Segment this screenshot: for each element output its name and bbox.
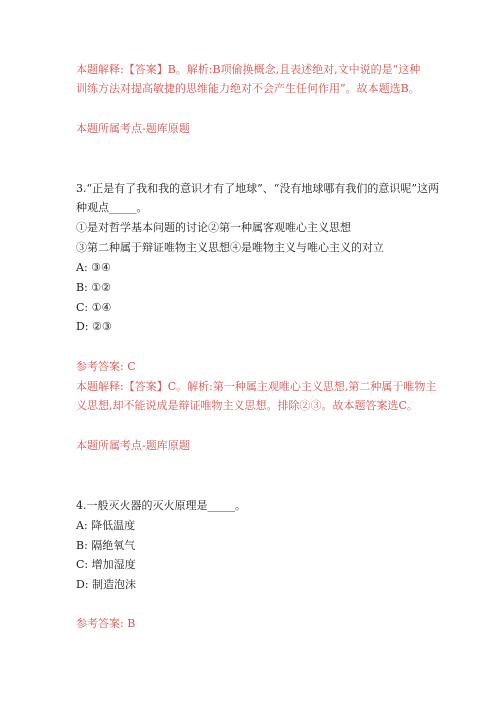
q4-option-a: A: 降低温度 xyxy=(76,519,136,532)
q3-answer: 参考答案: C xyxy=(76,360,136,373)
q3-option-b: B: ①② xyxy=(76,281,112,294)
q3-option-d: D: ②③ xyxy=(76,320,112,333)
q4-option-b: B: 隔绝氧气 xyxy=(76,539,136,552)
q4-option-c: C: 增加湿度 xyxy=(76,558,136,571)
q3-explanation-line-2: 义思想,却不能说成是辩证唯物主义思想。排除②③。故本题答案选C。 xyxy=(76,399,418,412)
q3-statement-line-1: ①是对哲学基本问题的讨论②第一种属客观唯心主义思想 xyxy=(76,221,351,234)
q2-explanation-line-2: 训练方法对提高敏捷的思维能力绝对不会产生任何作用”。故本题选B。 xyxy=(76,82,420,95)
q3-stem-line-2: 种观点_____。 xyxy=(76,201,148,214)
q4-option-d: D: 制造泡沫 xyxy=(76,578,137,591)
q3-stem-line-1: 3.“正是有了我和我的意识才有了地球”、“没有地球哪有我们的意识呢”这两 xyxy=(76,182,439,195)
q2-source-tag: 本题所属考点-题库原题 xyxy=(76,122,190,135)
q3-explanation-line-1: 本题解释:【答案】C。解析:第一种属主观唯心主义思想,第二种属于唯物主 xyxy=(76,380,437,393)
q2-explanation-line-1: 本题解释:【答案】B。解析:B项偷换概念,且表述绝对,文中说的是“这种 xyxy=(76,63,421,76)
q4-stem: 4.一般灭火器的灭火原理是_____。 xyxy=(76,499,246,512)
q3-option-a: A: ③④ xyxy=(76,261,111,274)
q3-statement-line-2: ③第二种属于辩证唯物主义思想④是唯物主义与唯心主义的对立 xyxy=(76,241,384,254)
q4-answer: 参考答案: B xyxy=(76,617,136,630)
q3-source-tag: 本题所属考点-题库原题 xyxy=(76,439,190,452)
q3-option-c: C: ①④ xyxy=(76,301,112,314)
